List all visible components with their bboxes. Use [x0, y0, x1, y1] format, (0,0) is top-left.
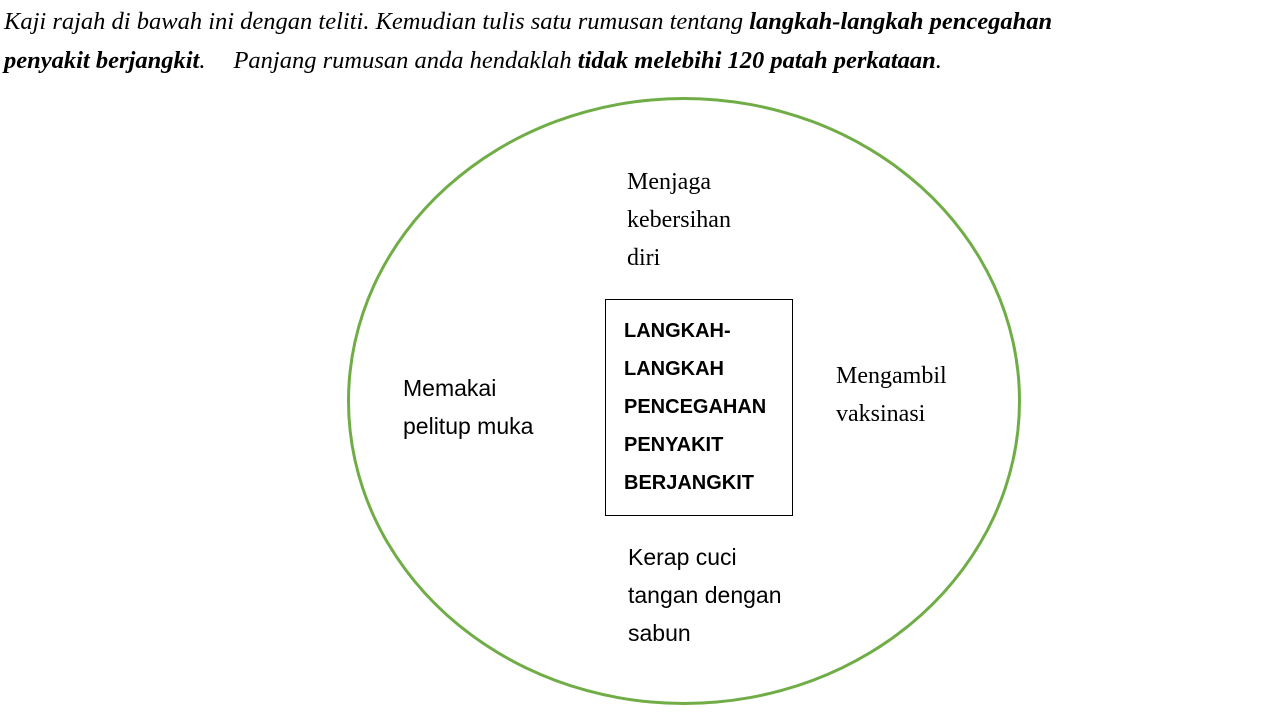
instruction-line2-emphasis-a: penyakit berjangkit [4, 47, 200, 74]
center-topic-line: PENYAKIT [624, 434, 724, 456]
measure-vaccination [836, 357, 947, 433]
measure-hand-washing [628, 538, 782, 652]
measure-line: vaksinasi [836, 401, 926, 427]
instruction-line2-emphasis-b: tidak melebihi 120 patah perkataan [577, 47, 936, 74]
measure-line: pelitup muka [403, 413, 534, 439]
measure-face-mask [403, 369, 533, 445]
measure-line: tangan dengan [628, 582, 782, 608]
measure-line: Memakai [403, 375, 497, 401]
measure-line: Menjaga [627, 169, 711, 195]
center-topic-line: BERJANGKIT [624, 472, 755, 494]
measure-line: kebersihan [627, 207, 731, 233]
instruction-line2-period-a: . [199, 47, 206, 74]
instruction-line1-emphasis: langkah-langkah pencegahan [749, 8, 1053, 35]
center-topic-box [605, 299, 793, 516]
measure-line: Mengambil [836, 363, 947, 389]
instruction-line2-period-c: . [935, 47, 942, 74]
measure-line: Kerap cuci [628, 544, 737, 570]
measure-line: diri [627, 245, 661, 271]
instruction-text [4, 2, 1276, 80]
instruction-line1-text: Kaji rajah di bawah ini dengan teliti. Kemudian tulis satu rumusan tentang [4, 8, 750, 35]
instruction-line2-text: Panjang rumusan anda hendaklah [233, 47, 578, 74]
measure-line: sabun [628, 620, 691, 646]
center-topic-line: LANGKAH- [624, 320, 731, 342]
measure-personal-hygiene [627, 163, 731, 277]
center-topic-line: LANGKAH [624, 358, 724, 380]
center-topic-line: PENCEGAHAN [624, 396, 767, 418]
